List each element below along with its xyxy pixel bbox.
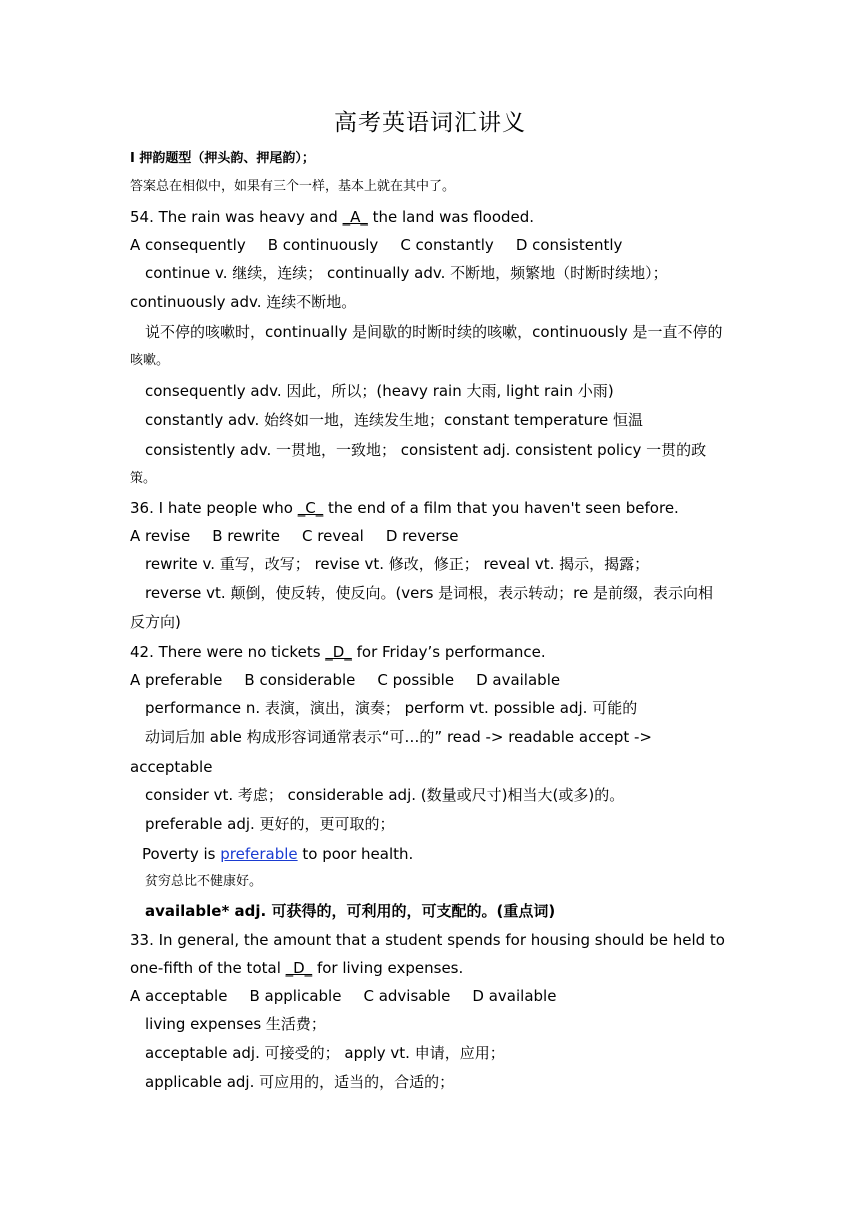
key-word-note: available* adj. 可获得的，可利用的，可支配的。(重点词): [145, 902, 556, 920]
option-b: B continuously: [267, 236, 379, 254]
question-42-stem-start: 42. There were no tickets: [130, 643, 326, 661]
example-text-end: to poor health.: [297, 845, 414, 863]
option-d: D available: [476, 671, 561, 689]
question-42-options: [130, 669, 734, 691]
note-line: 咳嗽。: [130, 353, 170, 368]
note-line: continue v. 继续，连续； continually adv. 不断地，频繁地（时断时续地）；: [145, 264, 668, 282]
option-d: D reverse: [385, 527, 459, 545]
option-d: D available: [472, 987, 557, 1005]
question-33: [130, 957, 734, 979]
option-a: A consequently: [130, 236, 246, 254]
question-36-answer-blank: _C_: [297, 499, 324, 517]
option-d: D consistently: [515, 236, 623, 254]
note-line: 动词后加 able 构成形容词通常表示“可…的” read -> readable accept ->: [145, 728, 652, 746]
page-title: 高考英语词汇讲义: [334, 110, 526, 136]
option-a: A preferable: [130, 671, 223, 689]
option-c: C possible: [377, 671, 455, 689]
question-54-options: [130, 234, 734, 256]
question-36-stem-end: the end of a film that you haven't seen before.: [323, 499, 679, 517]
option-b: B considerable: [244, 671, 356, 689]
question-54-stem-end: the land was flooded.: [367, 208, 535, 226]
option-b: B rewrite: [212, 527, 281, 545]
question-54: [130, 206, 734, 228]
question-33-answer-blank: _D_: [285, 959, 313, 977]
section-heading: I 押韵题型（押头韵、押尾韵）；: [130, 151, 315, 166]
note-line: 说不停的咳嗽时，continually 是间歇的时断时续的咳嗽，continuously 是一直不停的: [145, 323, 723, 341]
question-33-line1: 33. In general, the amount that a student spends for housing should be held to: [130, 931, 725, 949]
note-line: acceptable adj. 可接受的； apply vt. 申请，应用；: [145, 1044, 505, 1062]
note-line: continuously adv. 连续不断地。: [130, 293, 357, 311]
option-c: C reveal: [302, 527, 364, 545]
example-text-start: Poverty is: [142, 845, 221, 863]
example-sentence: [142, 843, 746, 865]
note-line: rewrite v. 重写，改写； revise vt. 修改，修正； reveal vt. 揭示，揭露；: [145, 555, 650, 573]
note-line: performance n. 表演，演出，演奏； perform vt. possible adj. 可能的: [145, 699, 638, 717]
question-54-answer-blank: _A_: [342, 208, 368, 226]
preferable-link[interactable]: preferable: [220, 845, 298, 863]
question-36-options: [130, 525, 734, 547]
question-54-stem-start: 54. The rain was heavy and: [130, 208, 343, 226]
note-line: reverse vt. 颠倒，使反转，使反向。(vers 是词根，表示转动；re 是前缀，表示向相: [145, 584, 713, 602]
note-line: 反方向): [130, 613, 181, 631]
question-36-stem-start: 36. I hate people who: [130, 499, 298, 517]
question-42-stem-end: for Friday’s performance.: [351, 643, 546, 661]
question-36: [130, 497, 734, 519]
note-line: consistently adv. 一贯地，一致地； consistent adj. consistent policy 一贯的政: [145, 441, 707, 459]
note-line: 策。: [130, 471, 157, 486]
note-line: applicable adj. 可应用的，适当的，合适的；: [145, 1073, 455, 1091]
note-line: preferable adj. 更好的，更可取的；: [145, 815, 395, 833]
option-a: A revise: [130, 527, 191, 545]
question-33-options: [130, 985, 734, 1007]
question-33-stem-end: for living expenses.: [312, 959, 464, 977]
option-c: C advisable: [363, 987, 451, 1005]
option-c: C constantly: [400, 236, 494, 254]
note-line: constantly adv. 始终如一地，连续发生地；constant temperature 恒温: [145, 411, 644, 429]
intro-text: 答案总在相似中，如果有三个一样，基本上就在其中了。: [130, 179, 456, 194]
question-42: [130, 641, 734, 663]
note-line: living expenses 生活费；: [145, 1015, 326, 1033]
note-line: acceptable: [130, 758, 213, 776]
option-b: B applicable: [249, 987, 342, 1005]
example-translation: 贫穷总比不健康好。: [145, 874, 263, 889]
question-33-stem-start: one-fifth of the total: [130, 959, 286, 977]
option-a: A acceptable: [130, 987, 228, 1005]
note-line: consequently adv. 因此，所以；(heavy rain 大雨, light rain 小雨): [145, 382, 614, 400]
question-42-answer-blank: _D_: [325, 643, 352, 661]
note-line: consider vt. 考虑； considerable adj. (数量或尺寸)相当大(或多)的。: [145, 786, 625, 804]
